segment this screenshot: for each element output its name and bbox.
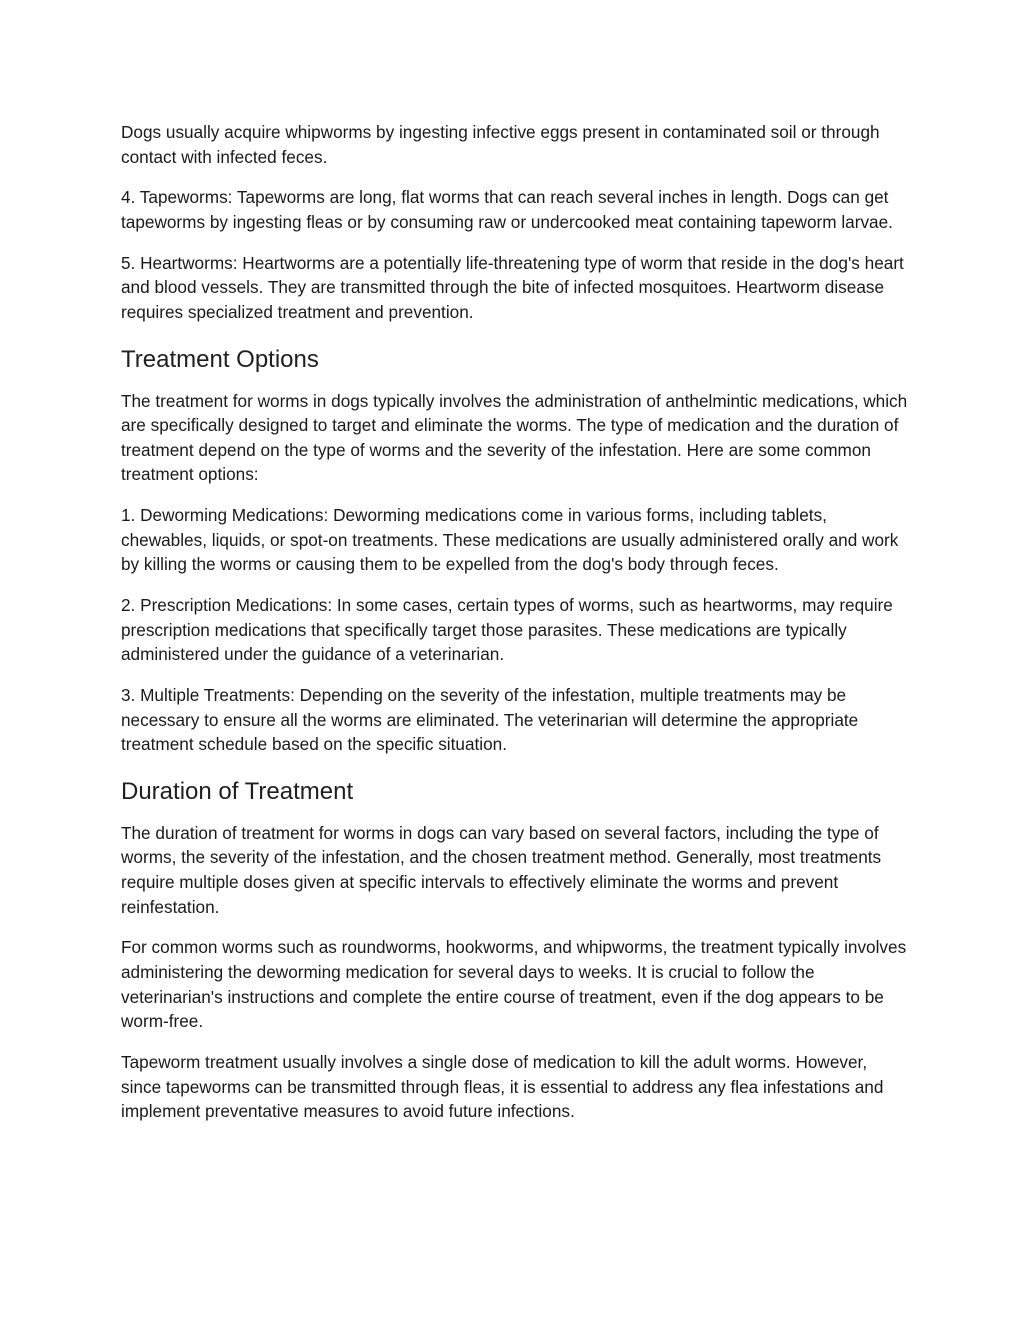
paragraph-whipworms-acquisition: Dogs usually acquire whipworms by ingesting infective eggs present in contaminated soil or through contact with infected feces. bbox=[121, 122, 880, 167]
heading-treatment-options: Treatment Options bbox=[121, 345, 319, 373]
document-page bbox=[121, 120, 909, 1140]
paragraph-common-worms-treatment: For common worms such as roundworms, hookworms, and whipworms, the treatment typically involves administering the deworming medication for several days to weeks. It is crucial to follow the veterinarian's instructions and complete the entire course of treatment, even if the dog appears to be worm-free. bbox=[121, 937, 907, 1032]
paragraph-prescription-medications: 2. Prescription Medications: In some cases, certain types of worms, such as heartworms, may require prescription medications that specifically target those parasites. These medications are typically administered under the guidance of a veterinarian. bbox=[121, 595, 893, 665]
paragraph-duration-intro: The duration of treatment for worms in dogs can vary based on several factors, including the type of worms, the severity of the infestation, and the chosen treatment method. Generally, most treatments require multiple doses given at specific intervals to effectively eliminate the worms and prevent reinfestation. bbox=[121, 822, 882, 917]
paragraph-deworming-medications: 1. Deworming Medications: Deworming medications come in various forms, including tablets, chewables, liquids, or spot-on treatments. These medications are usually administered orally and work by killing the worms or causing them to be expelled from the dog's body through feces. bbox=[121, 505, 899, 575]
heading-duration-of-treatment: Duration of Treatment bbox=[121, 777, 354, 805]
paragraph-tapeworm-treatment: Tapeworm treatment usually involves a single dose of medication to kill the adult worms. However, since tapeworms can be transmitted through fleas, it is essential to address any flea infestations and implement preventative measures to avoid future infections. bbox=[121, 1051, 884, 1122]
paragraph-treatment-intro: The treatment for worms in dogs typically involves the administration of anthelmintic medications, which are specifically designed to target and eliminate the worms. The type of medication and the duration of treatment depend on the type of worms and the severity of the infestation. Here are some common treatment options: bbox=[121, 390, 908, 485]
paragraph-tapeworms: 4. Tapeworms: Tapeworms are long, flat worms that can reach several inches in length. Dogs can get tapeworms by ingesting fleas or by consuming raw or undercooked meat containing tapeworm larvae. bbox=[121, 187, 893, 232]
paragraph-multiple-treatments: 3. Multiple Treatments: Depending on the severity of the infestation, multiple treatments may be necessary to ensure all the worms are eliminated. The veterinarian will determine the appropriate treatment schedule based on the specific situation. bbox=[121, 685, 859, 755]
paragraph-heartworms: 5. Heartworms: Heartworms are a potentially life-threatening type of worm that reside in the dog's heart and blood vessels. They are transmitted through the bite of infected mosquitoes. Heartworm disease requires specialized treatment and prevention. bbox=[121, 252, 904, 322]
